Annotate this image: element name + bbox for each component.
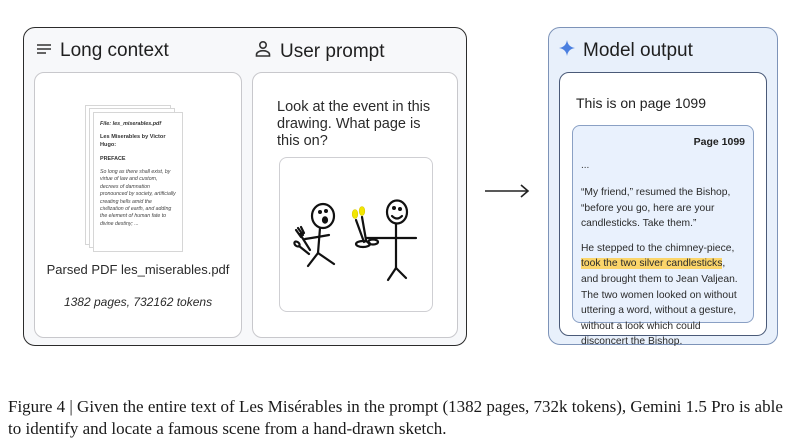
document-stats: 1382 pages, 732162 tokens: [63, 295, 213, 309]
doc-section: PREFACE: [100, 156, 126, 162]
excerpt-paragraph-2: [581, 241, 745, 350]
document-page-front: [93, 112, 183, 252]
long-context-header: [36, 40, 169, 62]
excerpt-text: He stepped to the chimney-piece,: [581, 242, 735, 254]
model-output-header: [559, 40, 693, 62]
menu-lines-icon: [36, 40, 52, 62]
long-context-card: [34, 72, 242, 338]
page-ellipsis: ...: [581, 160, 590, 171]
sparkle-icon: [559, 40, 575, 62]
model-output-title: Model output: [583, 40, 693, 61]
doc-title-line: Les Miserables by Victor Hugo:: [100, 134, 166, 148]
prompt-text: Look at the event in this drawing. What page is this on?: [277, 99, 431, 149]
right-arrow-icon: [483, 181, 533, 201]
user-prompt-card: [252, 72, 458, 338]
model-answer: This is on page 1099: [576, 95, 706, 111]
output-panel: [548, 27, 778, 348]
document-stack-icon: [85, 105, 195, 255]
input-panel: [23, 27, 467, 346]
user-prompt-title: User prompt: [280, 41, 385, 62]
model-output-card: [559, 72, 767, 348]
stick-figure-sketch-icon: [280, 158, 434, 313]
long-context-title: Long context: [60, 40, 169, 61]
parsed-pdf-label: Parsed PDF les_miserables.pdf: [46, 262, 230, 277]
user-prompt-header: [254, 40, 385, 64]
excerpt-text: , and brought them to Jean Valjean. The two women looked on without uttering a word, without a gesture, without a look which could disconcert the Bishop.: [581, 258, 738, 348]
figure-caption: Figure 4 | Given the entire text of Les Misérables in the prompt (1382 pages, 732k tokens), Gemini 1.5 Pro is able to identify and locate a famous scene from a hand-drawn sketch.: [8, 397, 783, 438]
person-icon: [254, 40, 272, 64]
excerpt-paragraph-1: “My friend,” resumed the Bishop, “before you go, here are your candlesticks. Take them.”: [581, 187, 731, 230]
highlighted-text: took the two silver candlesticks: [581, 258, 723, 270]
doc-body: So long as there shall exist, by virtue of law and custom, decrees of damnation pronounced by society, artificially creating hells amid the civilization of earth, and adding the element of human fate to divine destiny; ...: [100, 169, 176, 227]
doc-file-line: File: les_miserables.pdf: [100, 121, 162, 127]
page-excerpt: [572, 125, 754, 348]
sketch-image: [279, 157, 433, 312]
page-number-heading: Page 1099: [693, 136, 745, 148]
